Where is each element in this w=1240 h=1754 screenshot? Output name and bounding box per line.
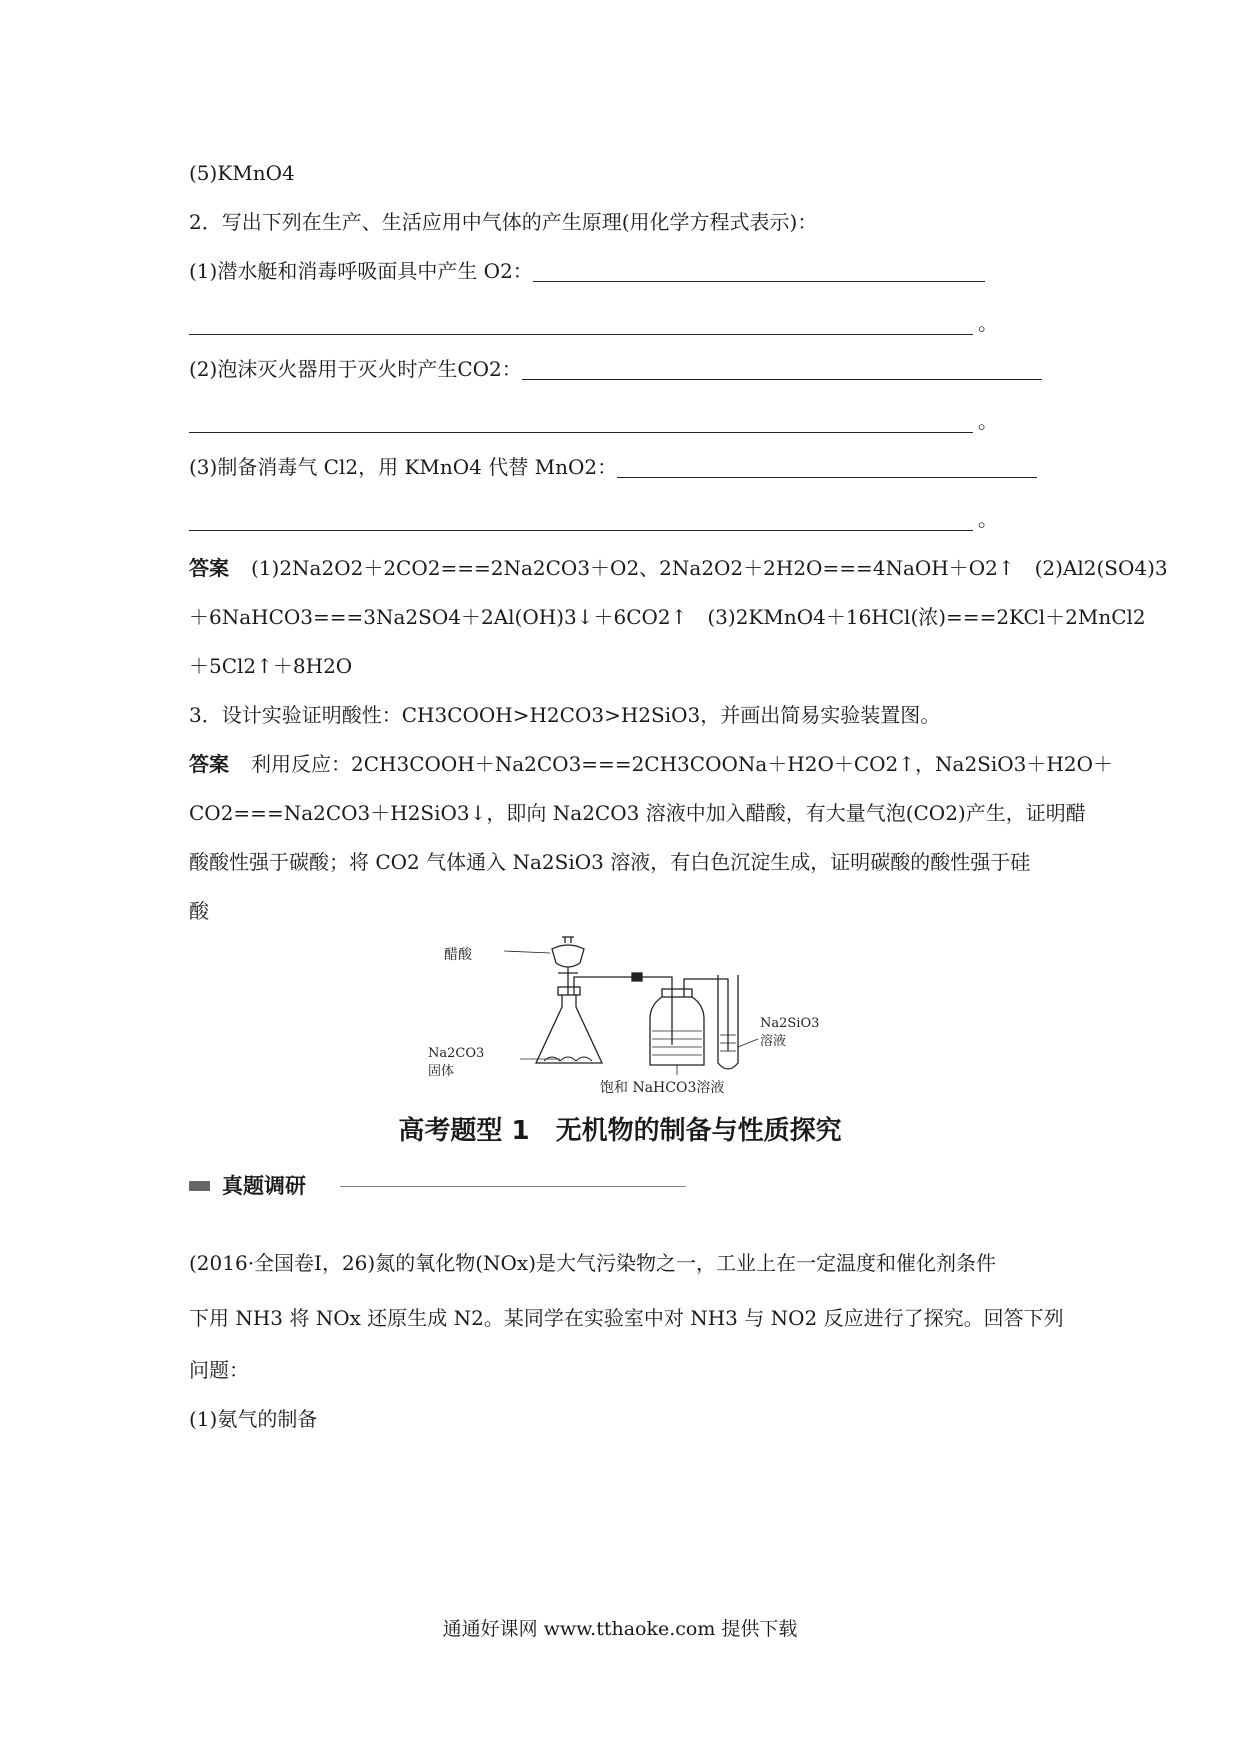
label-sodium-silicate: Na2SiO3 (760, 1016, 820, 1031)
problem-line-3: 问题： (189, 1358, 249, 1382)
question-3-prompt: 3．设计实验证明酸性：CH3COOH>H2CO3>H2SiO3，并画出简易实验装置图。 (189, 703, 941, 727)
answer-blank (533, 259, 985, 282)
problem-line-2: 下用 NH3 将 NOx 还原生成 N2。某同学在实验室中对 NH3 与 NO2 反应进行了探究。回答下列 (189, 1306, 1064, 1330)
sub-2-text: (2)泡沫灭火器用于灭火时产生CO2： (189, 357, 522, 381)
answer-blank (617, 455, 1037, 478)
label-solid: 固体 (428, 1064, 455, 1079)
problem-sub-1: (1)氨气的制备 (189, 1407, 318, 1431)
answer-3-line-2: CO2===Na2CO3＋H2SiO3↓，即向 Na2CO3 溶液中加入醋酸，有大量气泡(CO2)产生，证明醋 (189, 801, 1086, 825)
separatory-funnel (552, 937, 584, 995)
answer-text: 利用反应：2CH3COOH＋Na2CO3===2CH3COONa＋H2O＋CO2↑，Na2SiO3＋H2O＋ (251, 752, 1113, 776)
period-mark: 。 (978, 409, 998, 433)
period-mark: 。 (978, 507, 998, 531)
section-bar (189, 1181, 210, 1191)
period-mark: 。 (978, 311, 998, 335)
answer-blank (189, 334, 973, 336)
answer-label: 答案 (189, 752, 229, 776)
label-sodium-carbonate: Na2CO3 (428, 1046, 485, 1061)
answer-blank (189, 530, 973, 532)
answer-3-line-4: 酸 (189, 899, 209, 923)
apparatus-diagram (428, 935, 820, 1096)
answer-blank (189, 432, 973, 434)
answer-3-line-1 (189, 749, 1113, 779)
section-rule (340, 1186, 686, 1187)
question-2-sub-2 (189, 354, 1042, 384)
footer: 通通好课网 www.tthaoke.com 提供下载 (442, 1618, 798, 1640)
answer-3-line-3: 酸酸性强于碳酸；将 CO2 气体通入 Na2SiO3 溶液，有白色沉淀生成，证明碳酸的酸性强于硅 (189, 850, 1031, 874)
answer-2-line-3: ＋5Cl2↑＋8H2O (189, 654, 353, 678)
sub-3-text: (3)制备消毒气 Cl2，用 KMnO4 代替 MnO2： (189, 455, 618, 479)
wash-bottle (650, 979, 728, 1065)
section-heading: 高考题型 1 无机物的制备与性质探究 (398, 1116, 842, 1146)
problem-line-1: (2016·全国卷Ⅰ，26)氮的氧化物(NOx)是大气污染物之一，工业上在一定温度和催化剂条件 (189, 1251, 996, 1275)
label-acetic-acid: 醋酸 (444, 947, 472, 963)
answer-blank (522, 357, 1042, 380)
conical-flask (536, 987, 602, 1063)
sub-1-text: (1)潜水艇和消毒呼吸面具中产生 O2： (189, 259, 533, 283)
answer-2-line-1 (189, 553, 1168, 583)
answer-text: (1)2Na2O2＋2CO2===2Na2CO3＋O2、2Na2O2＋2H2O===4NaOH＋O2↑ (2)Al2(SO4)3 (251, 556, 1168, 580)
item-5: (5)KMnO4 (189, 161, 295, 185)
answer-2-line-2: ＋6NaHCO3===3Na2SO4＋2Al(OH)3↓＋6CO2↑ (3)2KMnO4＋16HCl(浓)===2KCl＋2MnCl2 (189, 605, 1146, 629)
section-title: 真题调研 (222, 1174, 306, 1198)
question-2-prompt: 2．写出下列在生产、生活应用中气体的产生原理(用化学方程式表示)： (189, 210, 818, 234)
answer-label: 答案 (189, 556, 229, 580)
question-2-sub-1 (189, 256, 985, 286)
label-solution: 溶液 (760, 1034, 787, 1049)
label-sodium-bicarbonate: 饱和 NaHCO3溶液 (600, 1080, 725, 1096)
question-2-sub-3 (189, 452, 1037, 482)
